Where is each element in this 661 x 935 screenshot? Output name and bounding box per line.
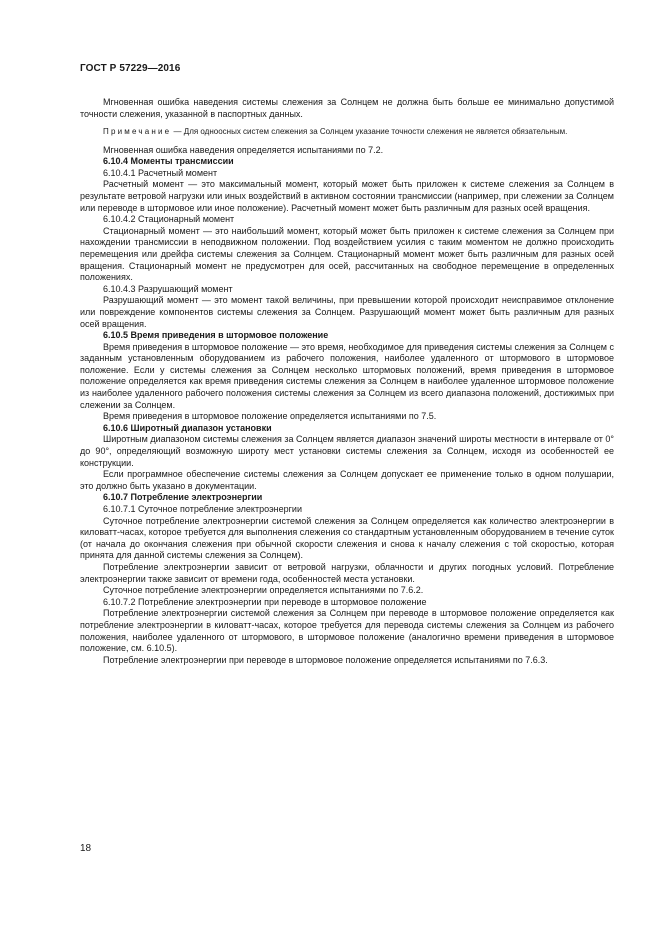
paragraph-latitude-range: Широтным диапазоном системы слежения за Солнцем является диапазон значений широты местности в интервале от 0° до 90°, определяющий возможную широту мест установки системы слежения за Солнцем, исходя из особенностей ее конструкции. (80, 434, 615, 468)
note-text: — Для одноосных систем слежения за Солнцем указание точности слежения не является обязательным. (173, 127, 568, 137)
paragraph-stow-consumption: Потребление электроэнергии системой слежения за Солнцем при переводе в штормовое положение определяется как потребление электроэнергии в киловатт-часах, которое требуется для перевода системы слежения за Солнцем из рабочего положения, наиболее удаленного от штормового, в штормовое положение (аналогично времени приведения в штормовое положение, см. 6.10.5). (80, 608, 614, 654)
page-number: 18 (80, 843, 92, 854)
document-header: ГОСТ Р 57229—2016 (80, 63, 181, 74)
note-label: Примечание (103, 127, 172, 137)
subsection-heading-6-10-4-3: 6.10.4.3 Разрушающий момент (103, 283, 233, 294)
subsection-heading-6-10-7-2: 6.10.7.2 Потребление электроэнергии при переводе в штормовое положение (103, 596, 427, 607)
paragraph-daily-consumption: Суточное потребление электроэнергии системой слежения за Солнцем определяется как количество электроэнергии в киловатт-часах, которое требуется для выполнения слежения со стандартным установленным оборудованием в течение суток (от начала до окончания слежения при обычной скорости слежения и снова к началу слежения с той скоростью, которая принята для данной системы слежения за Солнцем). (80, 515, 614, 561)
section-heading-6-10-5: 6.10.5 Время приведения в штормовое положение (103, 330, 329, 341)
paragraph-stow-time-test: Время приведения в штормовое положение определяется испытаниями по 7.5. (103, 411, 437, 422)
paragraph-instant-error: Мгновенная ошибка наведения системы слежения за Солнцем не должна быть больше ее минимально допустимой точности слежения, указанной в паспортных данных. (80, 97, 614, 119)
document-body (80, 97, 614, 666)
subsection-heading-6-10-4-1: 6.10.4.1 Расчетный момент (103, 167, 218, 178)
subsection-heading-6-10-4-2: 6.10.4.2 Стационарный момент (103, 214, 235, 225)
paragraph-stationary-torque: Стационарный момент — это наибольший момент, который может быть приложен к системе слежения за Солнцем при нахождении трансмиссии в неподвижном положении. Под воздействием усилия с таким моментом не должно происходить перемещения или дрейфа системы слежения за Солнцем. Стационарный момент может быть различным для разных осей вращения. Стационарный момент не предусмотрен для осей, рассчитанных на свободное перемещение в определенных положениях. (80, 225, 614, 283)
section-heading-6-10-4: 6.10.4 Моменты трансмиссии (103, 156, 234, 167)
note (80, 127, 614, 137)
paragraph-daily-consumption-test: Суточное потребление электроэнергии определяется испытаниями по 7.6.2. (103, 585, 424, 596)
paragraph-instant-error-test: Мгновенная ошибка наведения определяется испытаниями по 7.2. (103, 144, 384, 155)
section-heading-6-10-6: 6.10.6 Широтный диапазон установки (103, 422, 272, 433)
subsection-heading-6-10-7-1: 6.10.7.1 Суточное потребление электроэнергии (103, 504, 302, 514)
paragraph-stow-time: Время приведения в штормовое положение — это время, необходимое для приведения системы слежения за Солнцем с заданным установленным оборудованием из рабочего положения, наиболее удаленного от штормового в штормовое положение. Если у системы слежения за Солнцем несколько штормовых положений, время приведения в штормовое положение определяется как время приведения системы слежения за Солнцем в наиболее удаленное штормовое положение из наиболее удаленного рабочего положения системы слежения за Солнцем из всего диапазона положений, достижимых при слежении за Солнцем. (80, 341, 614, 410)
paragraph-breaking-torque: Разрушающий момент — это момент такой величины, при превышении которой происходит неисправимое отклонение или повреждение компонентов системы слежения за Солнцем. Разрушающий момент может быть различным для разных осей вращения. (80, 295, 614, 329)
section-heading-6-10-7: 6.10.7 Потребление электроэнергии (103, 492, 263, 503)
paragraph-stow-consumption-test: Потребление электроэнергии при переводе в штормовое положение определяется испытаниями по 7.6.3. (103, 654, 548, 665)
paragraph-design-torque: Расчетный момент — это максимальный момент, который может быть приложен к системе слежения за Солнцем в результате ветровой нагрузки или иных воздействий в активном состоянии трансмиссии (например, при слежении за Солнцем или переводе в штормовое или иное положение). Расчетный момент может быть различным для разных осей вращения. (80, 179, 614, 213)
paragraph-hemisphere: Если программное обеспечение системы слежения за Солнцем допускает ее применение только в одном полушарии, это должно быть указано в документации. (80, 469, 614, 491)
paragraph-consumption-factors: Потребление электроэнергии зависит от ветровой нагрузки, облачности и других погодных условий. Потребление электроэнергии также зависит от времени года, особенностей места установки. (80, 561, 614, 584)
